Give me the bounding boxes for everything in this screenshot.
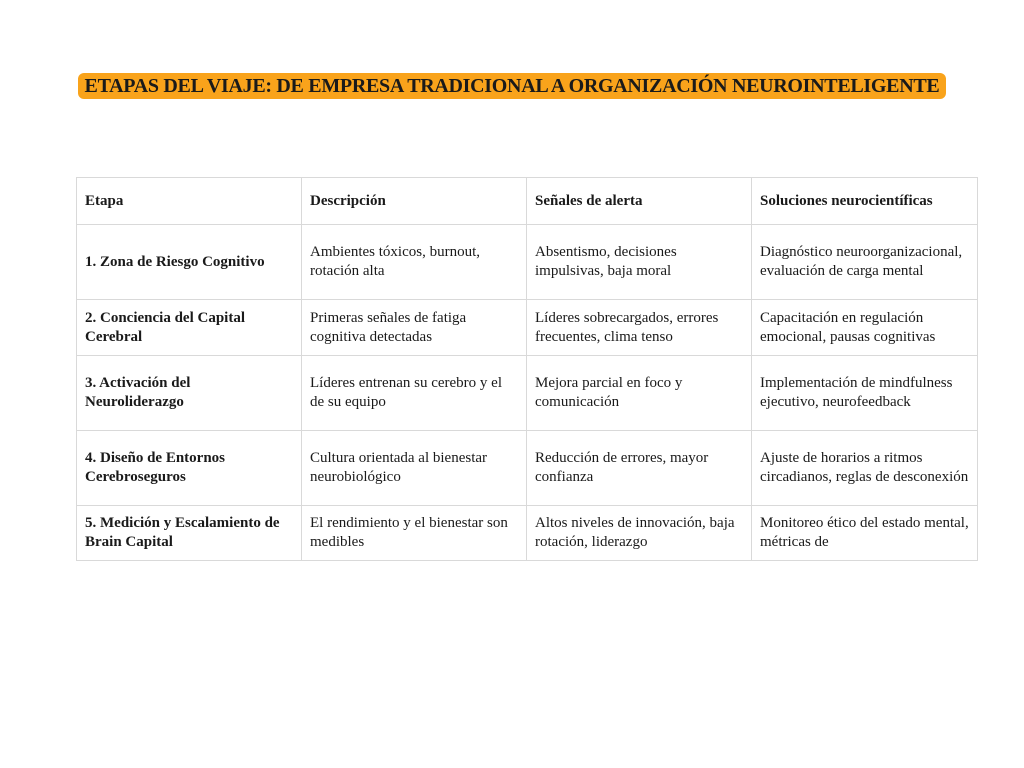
cell-description: Cultura orientada al bienestar neurobiológico bbox=[302, 431, 527, 506]
cell-alert-signals: Líderes sobrecargados, errores frecuentes, clima tenso bbox=[527, 300, 752, 356]
table-row bbox=[77, 431, 978, 506]
cell-alert-signals: Mejora parcial en foco y comunicación bbox=[527, 356, 752, 431]
cell-alert-signals bbox=[527, 506, 752, 561]
cell-solutions: Diagnóstico neuroorganizacional, evaluación de carga mental bbox=[752, 225, 978, 300]
cell-description: Primeras señales de fatiga cognitiva detectadas bbox=[302, 300, 527, 356]
header-alert-signals: Señales de alerta bbox=[527, 178, 752, 225]
cell-stage: 4. Diseño de Entornos Cerebroseguros bbox=[77, 431, 302, 506]
cell-alert-signals-text: Altos niveles de innovación, baja rotación, liderazgo bbox=[535, 515, 735, 550]
cell-alert-signals: Reducción de errores, mayor confianza bbox=[527, 431, 752, 506]
cell-solutions-text: Monitoreo ético del estado mental, métricas de bbox=[760, 515, 969, 550]
cell-stage bbox=[77, 506, 302, 561]
cell-description-text: El rendimiento y el bienestar son medibles bbox=[310, 515, 508, 550]
cell-solutions bbox=[752, 506, 978, 561]
table-row bbox=[77, 356, 978, 431]
table-row bbox=[77, 300, 978, 356]
cell-stage: 2. Conciencia del Capital Cerebral bbox=[77, 300, 302, 356]
stages-table bbox=[76, 177, 978, 561]
table-header-row bbox=[77, 178, 978, 225]
cell-stage: 3. Activación del Neuroliderazgo bbox=[77, 356, 302, 431]
cell-stage-text: 5. Medición y Escalamiento de Brain Capital bbox=[85, 515, 280, 550]
table-row bbox=[77, 225, 978, 300]
cell-description: Líderes entrenan su cerebro y el de su equipo bbox=[302, 356, 527, 431]
cell-stage: 1. Zona de Riesgo Cognitivo bbox=[77, 225, 302, 300]
cell-solutions: Capacitación en regulación emocional, pausas cognitivas bbox=[752, 300, 978, 356]
header-solutions: Soluciones neurocientíficas bbox=[752, 178, 978, 225]
cell-solutions: Ajuste de horarios a ritmos circadianos, reglas de desconexión bbox=[752, 431, 978, 506]
cell-description bbox=[302, 506, 527, 561]
cell-solutions: Implementación de mindfulness ejecutivo, neurofeedback bbox=[752, 356, 978, 431]
page-title: ETAPAS DEL VIAJE: DE EMPRESA TRADICIONAL A ORGANIZACIÓN NEUROINTELIGENTE bbox=[78, 73, 947, 99]
cell-description: Ambientes tóxicos, burnout, rotación alta bbox=[302, 225, 527, 300]
title-container bbox=[0, 72, 1024, 100]
cell-alert-signals: Absentismo, decisiones impulsivas, baja moral bbox=[527, 225, 752, 300]
table-row bbox=[77, 506, 978, 561]
header-description: Descripción bbox=[302, 178, 527, 225]
header-stage: Etapa bbox=[77, 178, 302, 225]
